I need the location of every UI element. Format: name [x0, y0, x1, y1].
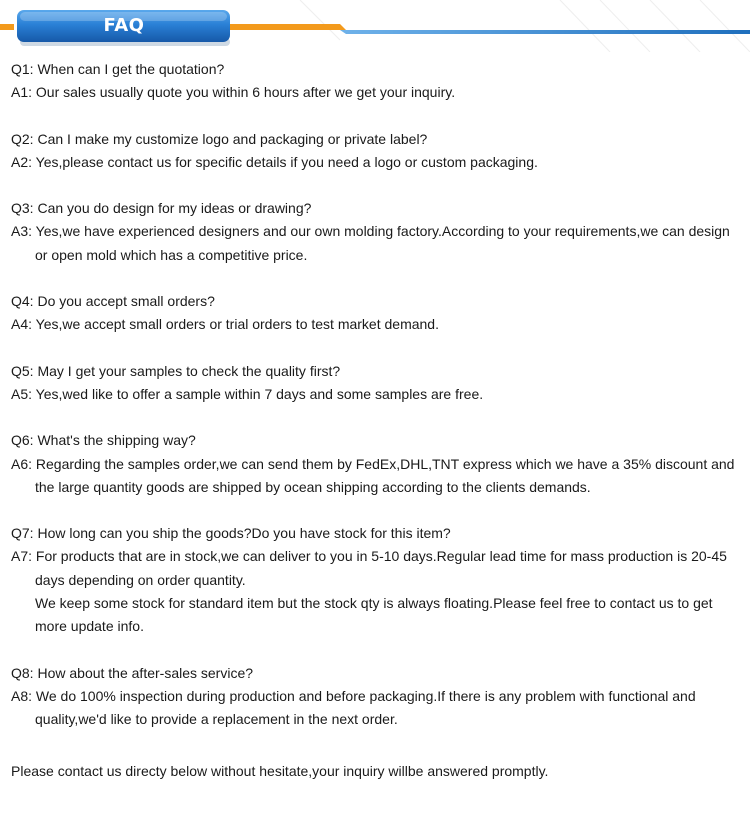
a-prefix: A4: — [11, 316, 33, 333]
q-prefix: Q3: — [11, 200, 34, 217]
question-7 — [11, 522, 746, 545]
faq-item-3 — [11, 197, 746, 267]
answer-text: For products that are in stock,we can deliver to you in 5-10 days.Regular lead time for mass production is 20-45 — [35, 548, 727, 565]
answer-5 — [11, 383, 746, 406]
answer-6-continued: the large quantity goods are shipped by ocean shipping according to the clients demands. — [35, 478, 591, 495]
question-text: May I get your samples to check the quality first? — [37, 362, 341, 379]
a-prefix: A1: — [11, 84, 33, 101]
answer-7-continued: We keep some stock for standard item but the stock qty is always floating.Please feel free to contact us to get — [35, 595, 713, 612]
question-5 — [11, 360, 746, 383]
question-text: Can I make my customize logo and packaging or private label? — [37, 130, 428, 147]
question-3 — [11, 197, 746, 220]
a-prefix: A8: — [11, 687, 33, 704]
question-8 — [11, 662, 746, 685]
answer-3-continued: or open mold which has a competitive price. — [35, 246, 308, 263]
question-text: How long can you ship the goods?Do you have stock for this item? — [37, 525, 451, 542]
answer-text: Yes,please contact us for specific details if you need a logo or custom packaging. — [35, 153, 538, 170]
q-prefix: Q4: — [11, 293, 34, 310]
answer-text: Yes,we have experienced designers and our own molding factory.According to your requirements,we can design — [35, 223, 730, 240]
faq-item-6 — [11, 429, 746, 499]
a-prefix: A3: — [11, 223, 33, 240]
answer-6 — [11, 453, 746, 476]
q-prefix: Q8: — [11, 664, 34, 681]
faq-item-8 — [11, 662, 746, 732]
q-prefix: Q5: — [11, 362, 34, 379]
q-prefix: Q7: — [11, 525, 34, 542]
answer-text: Regarding the samples order,we can send them by FedEx,DHL,TNT express which we have a 35% discount and — [35, 455, 735, 472]
faq-item-2 — [11, 128, 746, 175]
faq-title: FAQ — [103, 15, 145, 36]
answer-4 — [11, 313, 746, 336]
question-text: When can I get the quotation? — [37, 61, 225, 77]
answer-7-continued: days depending on order quantity. — [35, 571, 246, 588]
faq-list — [11, 58, 746, 755]
q-prefix: Q2: — [11, 130, 34, 147]
question-4 — [11, 290, 746, 313]
answer-7-continued: more update info. — [35, 618, 144, 635]
answer-7 — [11, 545, 746, 568]
answer-8-continued: quality,we'd like to provide a replacement in the next order. — [35, 711, 398, 728]
question-1 — [11, 58, 746, 81]
answer-1 — [11, 81, 746, 104]
faq-header — [0, 0, 750, 52]
a-prefix: A2: — [11, 153, 33, 170]
answer-text: We do 100% inspection during production and before packaging.If there is any problem with functional and — [35, 687, 696, 704]
faq-item-7 — [11, 522, 746, 638]
q-prefix: Q6: — [11, 432, 34, 449]
answer-3 — [11, 220, 746, 243]
question-text: How about the after-sales service? — [37, 664, 254, 681]
answer-2 — [11, 151, 746, 174]
answer-text: Yes,we accept small orders or trial orders to test market demand. — [35, 316, 439, 333]
answer-text: Yes,wed like to offer a sample within 7 days and some samples are free. — [35, 385, 484, 402]
q-prefix: Q1: — [11, 61, 34, 77]
faq-item-1 — [11, 58, 746, 105]
question-text: What's the shipping way? — [37, 432, 196, 449]
answer-text: Our sales usually quote you within 6 hours after we get your inquiry. — [35, 84, 456, 101]
contact-note: Please contact us directy below without hesitate,your inquiry willbe answered promptly. — [11, 763, 549, 779]
answer-8 — [11, 685, 746, 708]
question-6 — [11, 429, 746, 452]
a-prefix: A6: — [11, 455, 33, 472]
question-text: Can you do design for my ideas or drawing? — [37, 200, 312, 217]
faq-item-4 — [11, 290, 746, 337]
a-prefix: A5: — [11, 385, 33, 402]
a-prefix: A7: — [11, 548, 33, 565]
question-2 — [11, 128, 746, 151]
faq-item-5 — [11, 360, 746, 407]
question-text: Do you accept small orders? — [37, 293, 215, 310]
